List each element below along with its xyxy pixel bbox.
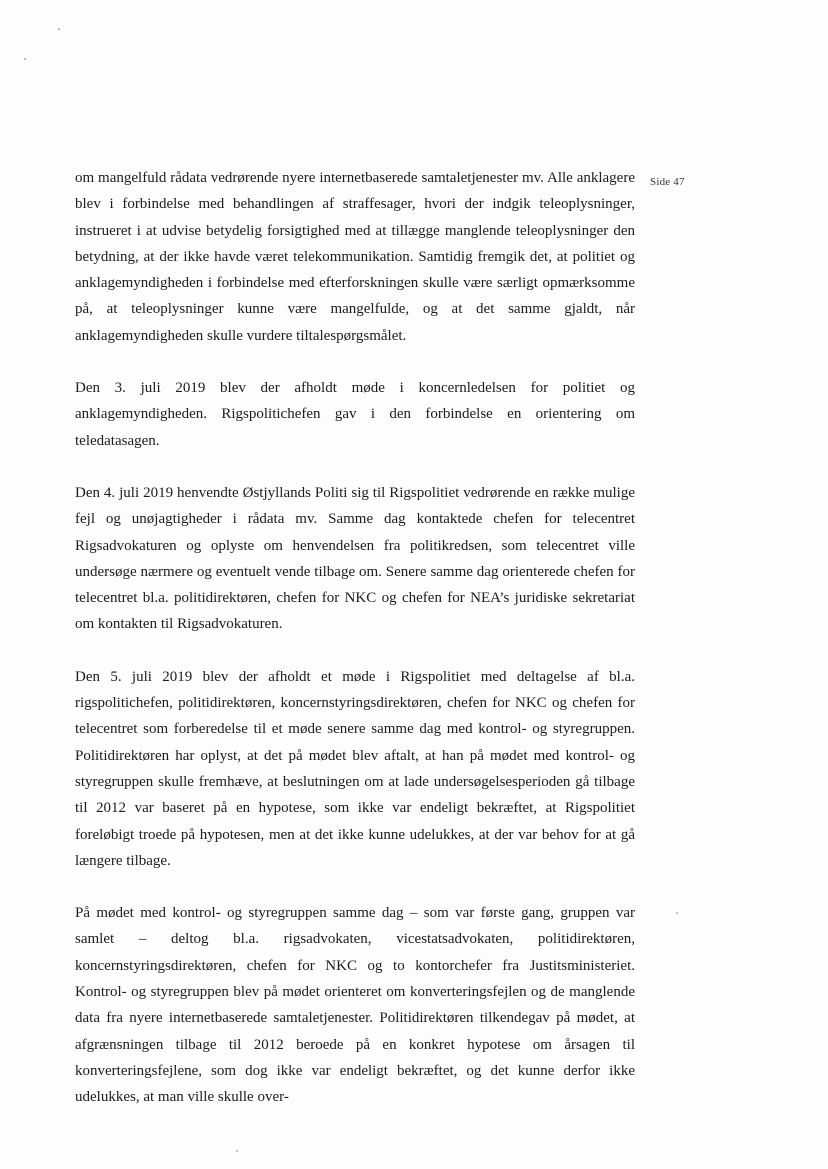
paragraph: om mangelfuld rådata vedrørende nyere internetbaserede samtaletjenester mv. Alle anklagere blev i forbindelse med behandlingen af straffesager, hvori der indgik teleoplysninger, instrueret i at udvise betydelig forsigtighed med at tillægge manglende teleoplysninger den betydning, at der ikke havde været telekommunikation. Samtidig fremgik det, at politiet og anklagemyndigheden i forbindelse med efterforskningen skulle være særligt opmærksomme på, at teleoplysninger kunne være mangelfulde, og at det samme gjaldt, når anklagemyndigheden skulle vurdere tiltalespørgsmålet. bbox=[75, 170, 635, 344]
paragraph: Den 4. juli 2019 henvendte Østjyllands Politi sig til Rigspolitiet vedrørende en række mulige fejl og unøjagtigheder i rådata mv. Samme dag kontaktede chefen for telecentret Rigsadvokaturen og oplyste om henvendelsen fra politikredsen, som telecentret ville undersøge nærmere og eventuelt vende tilbage om. Senere samme dag orienterede chefen for telecentret bl.a. politidirektøren, chefen for NKC og chefen for NEA’s juridiske sekretariat om kontakten til Rigsadvokaturen. bbox=[75, 484, 635, 633]
paragraph: Den 5. juli 2019 blev der afholdt et møde i Rigspolitiet med deltagelse af bl.a. rigspolitichefen, politidirektøren, koncernstyringsdirektøren, chefen for NKC og chefen for telecentret som forberedelse til et møde senere samme dag med kontrol- og styregruppen. Politidirektøren har oplyst, at det på mødet blev aftalt, at han på mødet med kontrol- og styregruppen skulle fremhæve, at beslutningen om at lade undersøgelsesperioden gå tilbage til 2012 var baseret på en hypotese, som ikke var endeligt bekræftet, at Rigspolitiet foreløbigt troede på hypotesen, men at det ikke kunne udelukkes, at der var behov for at gå længere tilbage. bbox=[75, 668, 635, 869]
paragraph: Den 3. juli 2019 blev der afholdt møde i koncernledelsen for politiet og anklagemyndigheden. Rigspolitichefen gav i den forbindelse en orientering om teledatasagen. bbox=[75, 380, 635, 449]
document-body bbox=[75, 165, 635, 1137]
scan-speck bbox=[236, 1150, 238, 1152]
page-number: Side 47 bbox=[650, 176, 685, 188]
paragraph: På mødet med kontrol- og styregruppen samme dag – som var første gang, gruppen var samlet – deltog bl.a. rigsadvokaten, vicestatsadvokaten, politidirektøren, koncernstyringsdirektøren, chefen for NKC og to kontorchefer fra Justitsministeriet. Kontrol- og styregruppen blev på mødet orienteret om konverteringsfejlen og de manglende data fra nyere internetbaserede samtaletjenester. Politidirektøren tilkendegav på mødet, at afgrænsningen tilbage til 2012 beroede på en konkret hypotese om årsagen til konverteringsfejlene, som dog ikke var endeligt bekræftet, og det kunne derfor ikke udelukkes, at man ville skulle over- bbox=[75, 905, 635, 1106]
scan-speck bbox=[58, 28, 60, 30]
scan-speck bbox=[676, 912, 678, 914]
scan-speck bbox=[24, 58, 26, 60]
